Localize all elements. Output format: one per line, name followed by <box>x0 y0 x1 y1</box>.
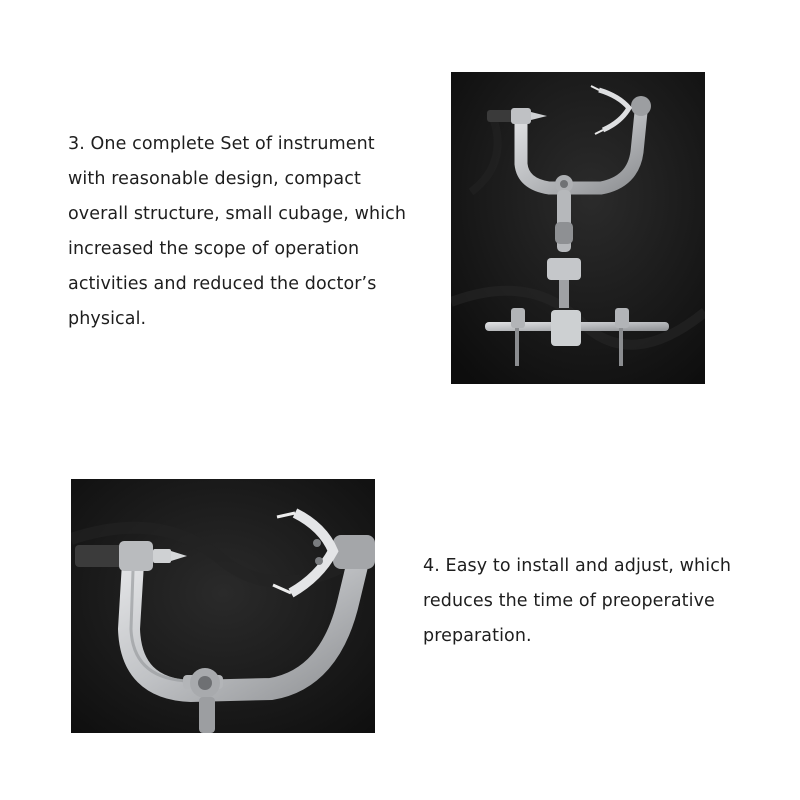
instrument-full-set-photo <box>451 72 705 384</box>
feature-3-line: with reasonable design, compact <box>68 169 361 189</box>
feature-3-line: overall structure, small cubage, which <box>68 204 407 224</box>
feature-3-line: 3. One complete Set of instrument <box>68 134 375 154</box>
instrument-arc-closeup-photo <box>71 479 375 733</box>
feature-3-line: increased the scope of operation <box>68 239 360 259</box>
feature-3-description <box>68 127 406 337</box>
feature-4-line: 4. Easy to install and adjust, which <box>423 556 732 576</box>
feature-3-line: activities and reduced the doctor’s <box>68 274 377 294</box>
feature-4-line: preparation. <box>423 626 532 646</box>
feature-4-description <box>423 549 731 654</box>
feature-4-line: reduces the time of preoperative <box>423 591 715 611</box>
feature-3-line: physical. <box>68 309 147 329</box>
